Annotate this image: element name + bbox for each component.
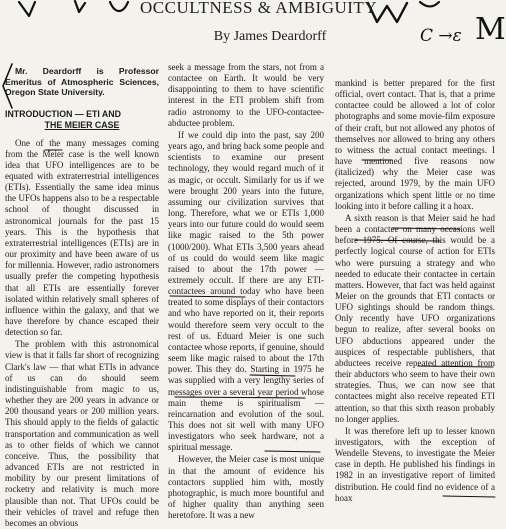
paragraph: However, the Meier case is most unique in that the amount of evidence his contactors supplied him with, mostly photographic, is much more bountiful and of higher quality than anything seen heretofore. It was a new [168, 454, 324, 521]
paragraph: The problem with this astronomical view is that it falls far short of recognizing Clark's law — that what ETIs in advance of us can do should seem indistinguishable from magic to us, whether they are 200 years in advance or 200 thousand years or 200 million years. This should apply to the fields of galactic transportation and communication as well as to other fields of which we cannot conceive. Thus, the possibility that advanced ETIs are not restricted in mobility by our present limitations of rocketry and relativity is much more plausible than not. That UFOs could be their vehicles of travel and refuge then becomes an obvious [5, 339, 159, 528]
article-title: OCCULTNESS & AMBIGUITY [140, 0, 378, 17]
paragraph: If we could dip into the past, say 200 years ago, and bring back some people and scientists to examine our present technology, they would regard much of it as magic, or occult. Similarly for us if we were brought 200 years into the future, assuming our civilization survives that long. Therefore, what we or ETIs 1,000 years into our future could do would seem like magic raised to the 5th power (1000/200). What ETIs 3,500 years ahead of us could do would seem like magic raised to about the 17th power — extremely occult. If there are any ETI-contactees around today who have been treated to some displays of their contactors and who have reported on it, their reports would therefore seem very occult to the rest of us. Eduard Meier is one such contactee whose reports, if genuine, should seem like magic raised to about the 17th power. This they do. Starting in 1975 he was supplied with a very lengthy series of messages over a several year period whose main theme is spiritualism — reincarnation and evolution of the soul. This does not sit well with many UFO investigators who seek hardware, not a spiritual message. [168, 129, 324, 453]
author-note: Mr. Deardorff is Professor Emeritus of Atmospheric Sciences, Oregon State University. [5, 66, 159, 97]
section-heading-line-1: INTRODUCTION — ETI AND [5, 108, 121, 119]
article-byline: By James Deardorff [213, 29, 327, 44]
paragraph: A sixth reason is that Meier said he had been a contactee on many occasions well before 1975. Of course, this would be a perfectly logical course of action for ETIs who were pursuing a strategy and who needed to educate their contactee in certain matters. However, that fact was held against Meier on the grounds that ETI contacts or UFO sightings should be random things. Only recently have UFO organizations begun to realize, after several books on UFO abductions appeared under the auspices of respectable publishers, that abductees receive repeated attention from their abductors who seem to have their own strategies. Thus, we can now see that contactees might also receive repeated ETI attention, so that this sixth reason probably no longer applies. [335, 212, 495, 424]
paragraph: seek a message from the stars, not from a contactee on Earth. It would be very disappointing to them to have scientific interest in the ETI problem shift from radio astronomy to the UFO-contactee-abductee problem. [168, 62, 324, 128]
section-heading-line-2: THE MEIER CASE [44, 119, 120, 130]
paragraph: One of the many messages coming from the Meier case is the well known idea that UFO intelligences are to be equated with extraterrestrial intelligences (ETIs). Essentially the same idea minus the UFOs happens also to be a respectable school of thought discussed in astronomical journals for the past 15 years. This is the hypothesis that extraterrestrial intelligences (ETIs) are in our proximity and have been aware of us for millennia. However, radio astronomers usually prefer the competing hypothesis that all ETIs are essentially forever isolated within relatively small spheres of influence within the galaxy, and that we have therefore by chance escaped their detection so far. [5, 137, 159, 338]
paragraph: It was therefore left up to lesser known investigators, with the exception of Wendelle Stevens, to investigate the Meier case in depth. He published his findings in 1982 in an investigative report of limited distribution. He could find no evidence of a hoax [335, 425, 495, 503]
paragraph: mankind is better prepared for the first official, overt contact. That is, that a prime contactee could be allowed a lot of color photographs and some movie-film exposure of their craft, but not allowed any photos of themselves nor allowed to bring any others to witness the actual contact meetings. I have mentioned five reasons now (italicized) why the Meier case was rejected, around 1979, by the main UFO organizations which spent little or no time looking into it before calling it a hoax. [335, 78, 495, 211]
handwritten-letter-m: M [475, 12, 506, 47]
handwritten-glyphs-top-right: C →ε [420, 26, 462, 46]
